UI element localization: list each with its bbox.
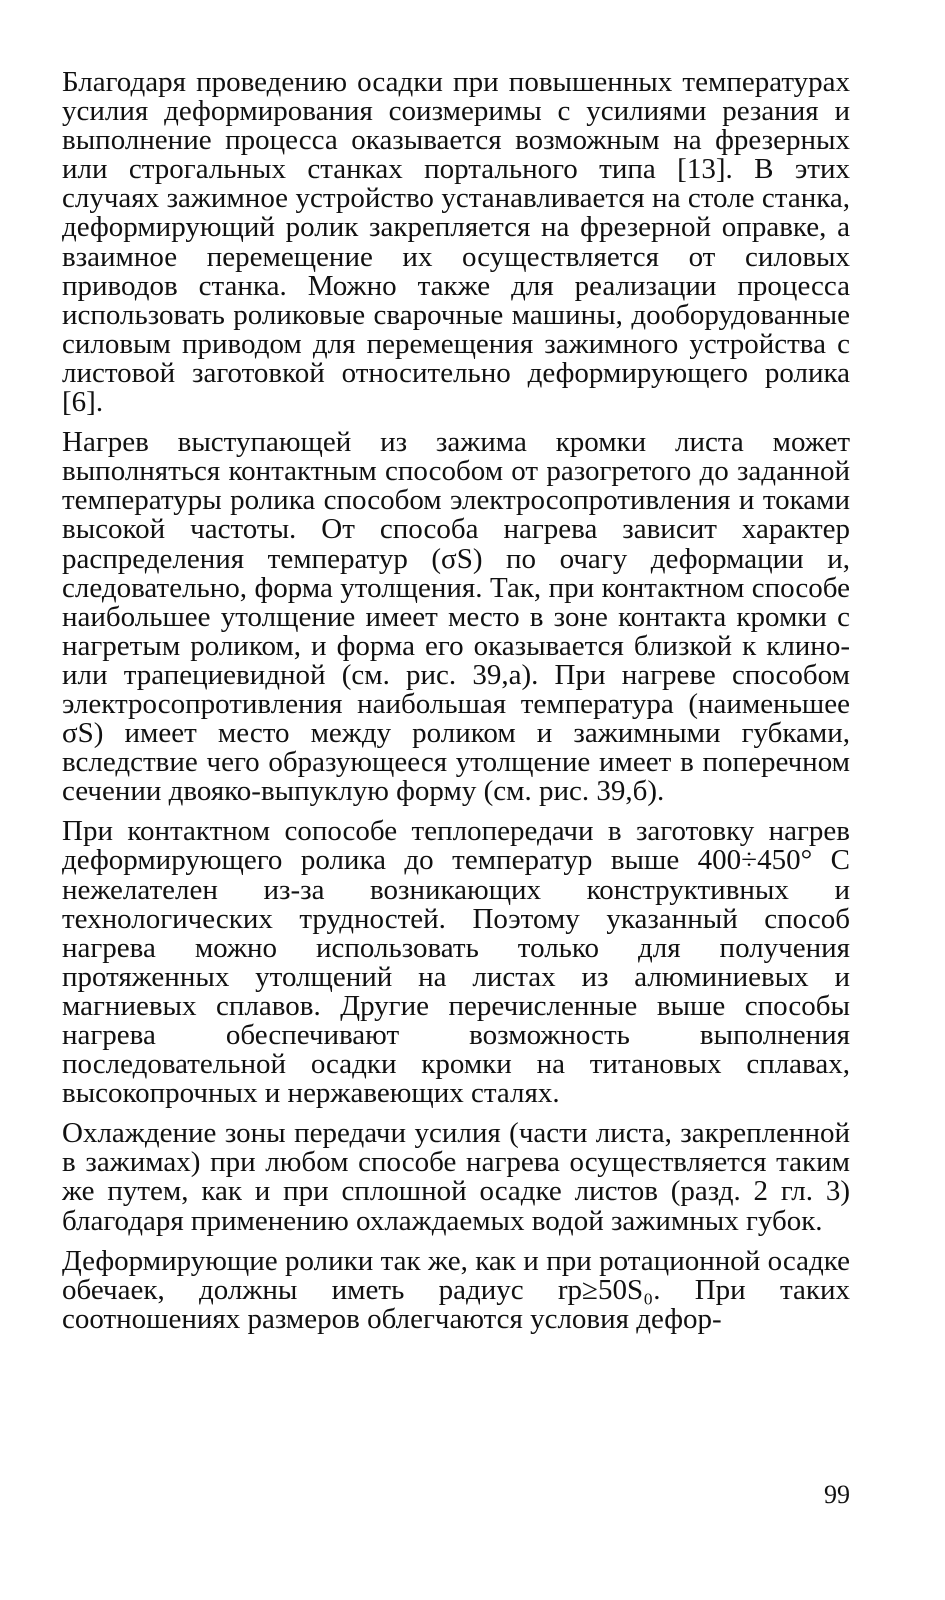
paragraph-1: Благодаря проведению осадки при повышенных температурах усилия деформирования соизмеримы с усилиями резания и выполнение процесса оказывается возможным на фрезерных или строгальных станках портального типа [13]. В этих случаях зажимное устройство устанавливается на столе станка, деформирующий ролик закрепляется на фрезерной оправке, а взаимное перемещение их осуществляется от силовых приводов станка. Можно также для реализации процесса использовать роликовые сварочные машины, дооборудованные силовым приводом для перемещения зажимного устройства с листовой заготовкой относительно деформирующего ролика [6].: [62, 66, 850, 419]
paragraph-4: Охлаждение зоны передачи усилия (части листа, закрепленной в зажимах) при любом способе нагрева осуществляется таким же путем, как и при сплошной осадке листов (разд. 2 гл. 3) благодаря применению охлаждаемых водой зажимных губок.: [62, 1117, 850, 1237]
paragraph-3: При контактном сопособе теплопередачи в заготовку нагрев деформирующего ролика до температур выше 400÷450° С нежелателен из-за возникающих конструктивных и технологических трудностей. Поэтому указанный способ нагрева можно использовать только для получения протяженных утолщений на листах из алюминиевых и магниевых сплавов. Другие перечисленные выше способы нагрева обеспечивают возможность выполнения последовательной осадки кромки на титановых сплавах, высокопрочных и нержавеющих сталях.: [62, 815, 850, 1110]
page-number: 99: [824, 1480, 850, 1509]
page-body: [62, 68, 850, 1334]
paragraph-2: Нагрев выступающей из зажима кромки листа может выполняться контактным способом от разогретого до заданной температуры ролика способом электросопротивления и токами высокой частоты. От способа нагрева зависит характер распределения температур (σS) по очагу деформации и, следовательно, форма утолщения. Так, при контактном способе наибольшее утолщение имеет место в зоне контакта кромки с нагретым роликом, и форма его оказывается близкой к клино- или трапециевидной (см. рис. 39,а). При нагреве способом электросопротивления наибольшая температура (наименьшее σS) имеет место между роликом и зажимными губками, вследствие чего образующееся утолщение имеет в поперечном сечении двояко-выпуклую форму (см. рис. 39,б).: [62, 426, 850, 808]
paragraph-5: Деформирующие ролики так же, как и при ротационной осадке обечаек, должны иметь радиус rр≥50S₀. При таких соотношениях размеров облегчаются условия дефор-: [62, 1244, 850, 1335]
